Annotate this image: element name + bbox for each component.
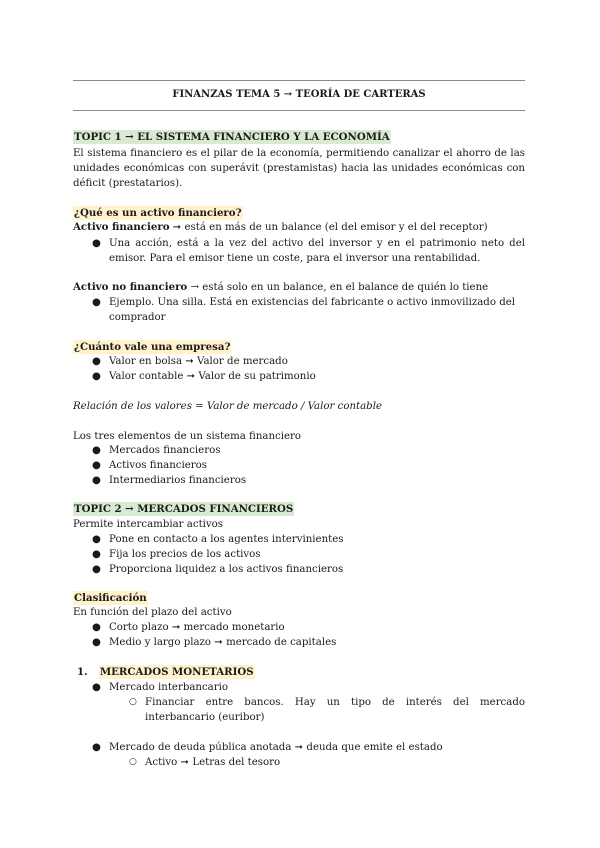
list-item xyxy=(92,547,509,562)
document-title: FINANZAS TEMA 5 → TEORÍA DE CARTERAS xyxy=(172,89,426,100)
bullet-icon: ● xyxy=(92,460,101,471)
list-item xyxy=(92,458,509,473)
clasificacion-item: Corto plazo ➞ mercado monetario xyxy=(109,622,285,633)
list-item xyxy=(92,680,509,695)
deuda-subitem: Activo ➞ Letras del tesoro xyxy=(145,757,281,768)
title-top-rule xyxy=(73,80,525,81)
clasificacion-heading: Clasificación xyxy=(74,592,147,604)
clasificacion-heading-row xyxy=(73,591,525,606)
bullet-icon: ● xyxy=(92,445,101,456)
topic2-heading-row xyxy=(73,502,525,517)
section1-title: MERCADOS MONETARIOS xyxy=(99,666,254,678)
q1-heading: ¿Qué es un activo financiero? xyxy=(74,207,242,219)
bullet-icon: ● xyxy=(92,534,101,545)
activo-financiero-line xyxy=(73,220,525,235)
activo-no-financiero-label: Activo no financiero xyxy=(73,281,188,293)
value-item: Valor en bolsa ➞ Valor de mercado xyxy=(109,356,288,367)
list-item xyxy=(92,562,509,577)
section1-heading-row xyxy=(77,665,529,680)
list-item xyxy=(92,295,525,325)
relation-formula: Relación de los valores = Valor de mercado / Valor contable xyxy=(73,401,382,412)
list-item xyxy=(92,236,525,266)
sub-bullet-icon: ○ xyxy=(129,757,137,767)
sub-bullet-icon: ○ xyxy=(129,697,137,707)
bullet-icon: ● xyxy=(92,742,101,753)
interbank-subitem: Financiar entre bancos. Hay un tipo de interés del mercado interbancario (euribor) xyxy=(145,697,525,723)
list-item xyxy=(129,695,525,725)
topic1-intro: El sistema financiero es el pilar de la economía, permitiendo canalizar el ahorro de las unidades económicas con superávit (prestamistas) hacia las unidades económicas con déficit (prestatarios). xyxy=(73,148,525,189)
q2-heading: ¿Cuánto vale una empresa? xyxy=(74,341,231,353)
activo-financiero-text: ➞ está en más de un balance (el del emisor y el del receptor) xyxy=(169,222,488,233)
element-item: Mercados financieros xyxy=(109,445,221,456)
q2-heading-row xyxy=(73,340,525,355)
list-item xyxy=(92,354,509,369)
bullet-icon: ● xyxy=(92,356,101,367)
bullet-icon: ● xyxy=(92,637,101,648)
list-item xyxy=(92,443,509,458)
list-item xyxy=(92,635,509,650)
value-item: Valor contable ➞ Valor de su patrimonio xyxy=(109,371,316,382)
q1-heading-row xyxy=(73,206,525,221)
topic2-item: Fija los precios de los activos xyxy=(109,549,261,560)
topic1-heading: TOPIC 1 → EL SISTEMA FINANCIERO Y LA ECONOMÍA xyxy=(74,131,390,143)
topic2-item: Proporciona liquidez a los activos financieros xyxy=(109,564,344,575)
bullet-icon: ● xyxy=(92,297,101,308)
clasificacion-intro: En función del plazo del activo xyxy=(73,607,232,618)
deuda-item: Mercado de deuda pública anotada ➞ deuda que emite el estado xyxy=(109,742,443,753)
activo-financiero-label: Activo financiero xyxy=(73,221,170,233)
activo-financiero-example: Una acción, está a la vez del activo del inversor y en el patrimonio neto del emisor. Para el emisor tiene un coste, para el inversor una rentabilidad. xyxy=(109,238,525,264)
activo-no-financiero-example: Ejemplo. Una silla. Está en existencias del fabricante o activo inmovilizado del comprador xyxy=(109,297,516,323)
list-item xyxy=(129,755,525,770)
bullet-icon: ● xyxy=(92,682,101,693)
interbank-item: Mercado interbancario xyxy=(109,682,229,693)
topic1-heading-row xyxy=(73,130,525,145)
bullet-icon: ● xyxy=(92,238,101,249)
list-item xyxy=(92,532,509,547)
bullet-icon: ● xyxy=(92,549,101,560)
bullet-icon: ● xyxy=(92,475,101,486)
topic2-intro: Permite intercambiar activos xyxy=(73,519,224,530)
clasificacion-item: Medio y largo plazo ➞ mercado de capitales xyxy=(109,637,337,648)
activo-no-financiero-text: → está solo en un balance, en el balance de quién lo tiene xyxy=(187,282,489,293)
bullet-icon: ● xyxy=(92,371,101,382)
bullet-icon: ● xyxy=(92,564,101,575)
elements-intro: Los tres elementos de un sistema financiero xyxy=(73,431,302,442)
list-item xyxy=(92,369,509,384)
section1-number: 1. xyxy=(77,666,88,678)
activo-no-financiero-line xyxy=(73,280,525,295)
bullet-icon: ● xyxy=(92,622,101,633)
title-bottom-rule xyxy=(73,110,525,111)
topic2-heading: TOPIC 2 → MERCADOS FINANCIEROS xyxy=(74,503,294,515)
element-item: Activos financieros xyxy=(109,460,207,471)
element-item: Intermediarios financieros xyxy=(109,475,247,486)
list-item xyxy=(92,473,509,488)
list-item xyxy=(92,740,509,755)
topic2-item: Pone en contacto a los agentes intervinientes xyxy=(109,534,344,545)
list-item xyxy=(92,620,509,635)
